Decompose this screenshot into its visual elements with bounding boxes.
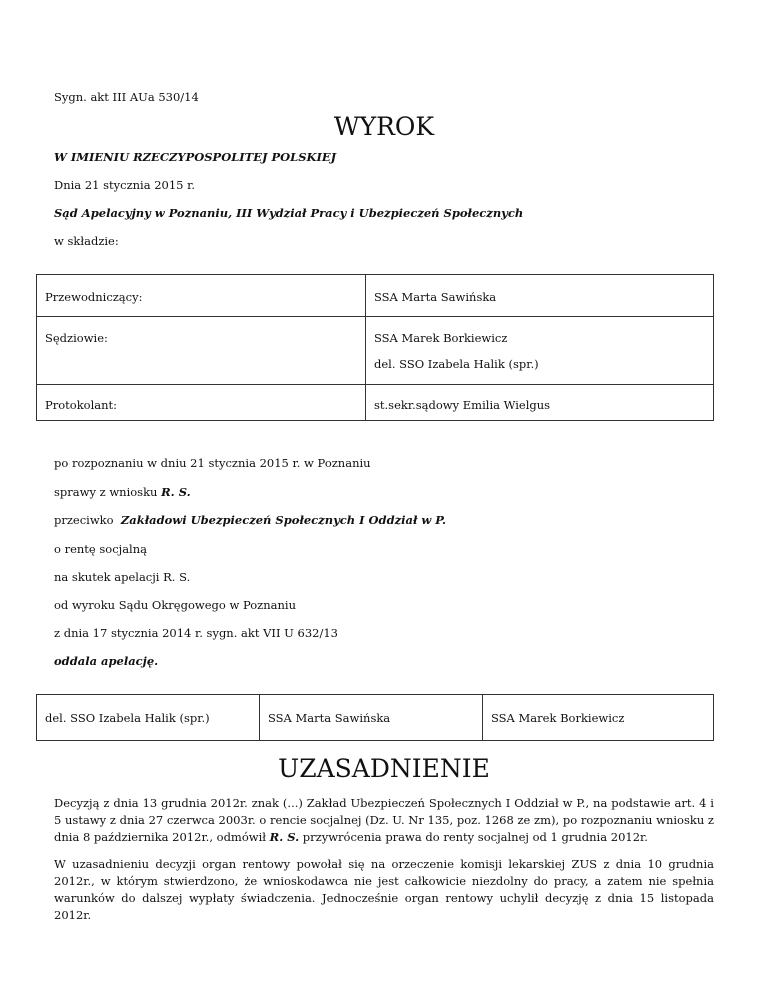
verdict-line: oddala apelację. — [54, 654, 159, 668]
paragraph-1-name: R. S. — [269, 830, 300, 844]
justification-title: UZASADNIENIE — [278, 754, 490, 783]
table-row — [37, 385, 714, 421]
signature-3: SSA Marek Borkiewicz — [483, 695, 714, 741]
clerk-label: Protokolant: — [37, 385, 366, 421]
against-prefix: przeciwko — [54, 513, 114, 527]
judges-label: Sędziowie: — [37, 317, 366, 385]
judges-cell — [366, 317, 714, 385]
applicant-prefix: sprawy z wniosku — [54, 485, 158, 499]
applicant-name: R. S. — [161, 485, 191, 499]
proceedings-line-6: od wyroku Sądu Okręgowego w Poznaniu — [54, 598, 296, 612]
proceedings-line-1: po rozpoznaniu w dniu 21 stycznia 2015 r. w Poznaniu — [54, 456, 371, 470]
case-signature: Sygn. akt III AUa 530/14 — [54, 90, 199, 104]
paragraph-1 — [54, 795, 714, 846]
proceedings-line-5: na skutek apelacji R. S. — [54, 570, 191, 584]
judge-2: del. SSO Izabela Halik (spr.) — [374, 357, 539, 371]
proceedings-line-4: o rentę socjalną — [54, 542, 147, 556]
proceedings-line-2 — [54, 485, 191, 499]
in-name-line: W IMIENIU RZECZYPOSPOLITEJ POLSKIEJ — [54, 150, 337, 164]
verdict-title: WYROK — [333, 112, 435, 141]
clerk-value: st.sekr.sądowy Emilia Wielgus — [366, 385, 714, 421]
table-row — [37, 275, 714, 317]
signatures-table — [36, 694, 714, 741]
chair-value: SSA Marta Sawińska — [366, 275, 714, 317]
composition-label: w składzie: — [54, 234, 119, 248]
respondent-name: Zakładowi Ubezpieczeń Społecznych I Oddział w P. — [120, 513, 447, 527]
judge-1: SSA Marek Borkiewicz — [374, 331, 508, 345]
table-row — [37, 317, 714, 385]
court-line: Sąd Apelacyjny w Poznaniu, III Wydział Pracy i Ubezpieczeń Społecznych — [54, 206, 524, 220]
chair-label: Przewodniczący: — [37, 275, 366, 317]
proceedings-line-3 — [54, 513, 446, 527]
paragraph-1-before: Decyzją z dnia 13 grudnia 2012r. znak (...) Zakład Ubezpieczeń Społecznych I Oddział w P., na podstawie art. 4 i 5 ustawy z dnia 27 czerwca 2003r. o rencie socjalnej (Dz. U. Nr 135, poz. 1268 ze zm), po rozpoznaniu wniosku z dnia 8 października 2012r., odmówił — [54, 796, 714, 844]
paragraph-1-after: przywrócenia prawa do renty socjalnej od 1 grudnia 2012r. — [299, 830, 648, 844]
table-row — [37, 695, 714, 741]
proceedings-line-7: z dnia 17 stycznia 2014 r. sygn. akt VII U 632/13 — [54, 626, 338, 640]
signature-1: del. SSO Izabela Halik (spr.) — [37, 695, 260, 741]
signature-2: SSA Marta Sawińska — [260, 695, 483, 741]
date-line: Dnia 21 stycznia 2015 r. — [54, 178, 196, 192]
composition-table — [36, 274, 714, 421]
paragraph-2: W uzasadnieniu decyzji organ rentowy powołał się na orzeczenie komisji lekarskiej ZUS z dnia 10 grudnia 2012r., w którym stwierdzono, że wnioskodawca nie jest całkowicie niezdolny do pracy, a zatem nie spełnia warunków do dalszej wypłaty świadczenia. Jednocześnie organ rentowy uchylił decyzję z dnia 15 listopada 2012r. — [54, 857, 714, 922]
